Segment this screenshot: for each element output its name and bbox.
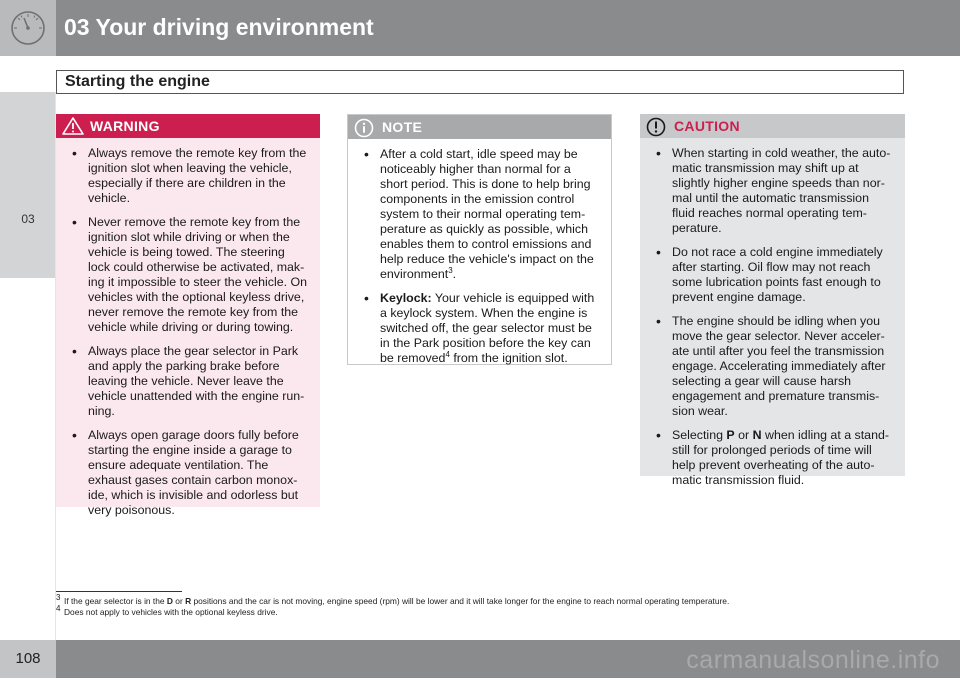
chapter-header <box>0 0 960 56</box>
footnote-ref: 4 <box>445 349 450 359</box>
page-number-box <box>0 640 56 678</box>
warning-list <box>56 138 320 528</box>
warning-header <box>56 114 320 138</box>
note-item-end: from the ignition slot. <box>449 351 568 365</box>
warning-triangle-icon <box>62 117 84 140</box>
note-box <box>347 114 612 365</box>
caution-text: when idling at a stand-still for prolonged periods of time will help prevent overheating of the auto-matic transmission fluid. <box>672 428 889 487</box>
list-item: • The engine should be idling when you move the gear selector. Never acceler-ate until after you feel the transmission engage. Accelerating immediately after selecting a gear will cause harsh engagement and premature transmis-sion wear. <box>652 314 895 419</box>
gear-p: P <box>726 428 735 442</box>
note-header <box>348 115 611 139</box>
section-title: Starting the engine <box>65 73 210 90</box>
note-list <box>348 139 611 376</box>
footnote-text: or <box>172 596 186 606</box>
chapter-title: 03 Your driving environment <box>64 14 374 40</box>
caution-text: or <box>734 428 753 442</box>
footnote-text: Does not apply to vehicles with the optional keyless drive. <box>64 607 278 617</box>
gear-d: D <box>166 596 173 606</box>
list-item: • Do not race a cold engine immediately after starting. Oil flow may not reach some lubrication points fast enough to prevent engine damage. <box>652 245 895 305</box>
footnote-rule <box>56 591 182 592</box>
note-item-text: Your vehicle is equipped with a keylock system. When the engine is switched off, the gear selector must be in the Park position before the key can be removed <box>380 291 595 365</box>
list-item: • Always remove the remote key from the ignition slot when leaving the vehicle, especially if there are children in the vehicle. <box>68 146 310 206</box>
caution-box <box>640 114 905 487</box>
gear-n: N <box>752 428 762 442</box>
caution-header <box>640 114 905 138</box>
list-item <box>360 147 601 282</box>
footnote-ref: 3 <box>448 265 453 275</box>
list-item: • When starting in cold weather, the auto-matic transmission may shift up at slightly higher engine speeds than nor-mal until the automatic transmission fluid reaches normal operating tem-perature. <box>652 146 895 236</box>
note-item-end: . <box>452 267 457 281</box>
caution-list <box>640 138 905 498</box>
page-footer <box>0 640 960 678</box>
side-tab-label: 03 <box>21 212 35 226</box>
caution-text: Selecting <box>672 428 727 442</box>
note-label: NOTE <box>382 119 423 135</box>
gauge-logo-icon <box>0 0 56 56</box>
footnotes <box>56 593 730 618</box>
exclamation-icon <box>646 117 666 142</box>
info-icon <box>354 118 374 143</box>
footnote-text: If the gear selector is in the <box>64 596 167 606</box>
list-item <box>652 428 895 488</box>
footnote-text: positions and the car is not moving, engine speed (rpm) will be lower and it will take longer for the engine to reach normal operating temperature. <box>191 596 730 606</box>
gear-r: R <box>185 596 192 606</box>
warning-box <box>56 114 320 517</box>
caution-label: CAUTION <box>674 118 740 134</box>
list-item <box>360 291 601 366</box>
warning-label: WARNING <box>90 118 160 134</box>
page-number: 108 <box>15 650 41 667</box>
list-item: • Never remove the remote key from the ignition slot while driving or when the vehicle is being towed. The steering lock could otherwise be activated, mak-ing it impossible to steer the vehicle. On vehicles with the optional keyless drive, never remove the remote key from the vehicle while driving or during towing. <box>68 215 310 335</box>
section-header <box>56 70 904 94</box>
footnote-4: $^4$ Does not apply to vehicles with the optional keyless drive. <box>56 604 278 617</box>
footnote-3: $^3$ If the gear selector is in the D or R positions and the car is not moving, engine speed (rpm) will be lower and it will take longer for the engine to reach normal operating temperature. <box>56 593 730 606</box>
note-item-text: After a cold start, idle speed may be noticeably higher than normal for a short period. This is done to help bring components in the emission control system to their normal operating tem-perature as quickly as possible, which enables them to control emissions and help reduce the vehicle's impact on the environment <box>380 147 594 281</box>
chapter-side-tab <box>0 92 56 278</box>
watermark: carmanualsonline.info <box>686 646 940 674</box>
list-item: • Always open garage doors fully before starting the engine inside a garage to ensure adequate ventilation. The exhaust gases contain carbon monox-ide, which is invisible and odorless but very poisonous. <box>68 428 310 518</box>
list-item: • Always place the gear selector in Park and apply the parking brake before leaving the vehicle. Never leave the vehicle unattended with the engine run-ning. <box>68 344 310 419</box>
keylock-term: Keylock: <box>380 291 432 305</box>
